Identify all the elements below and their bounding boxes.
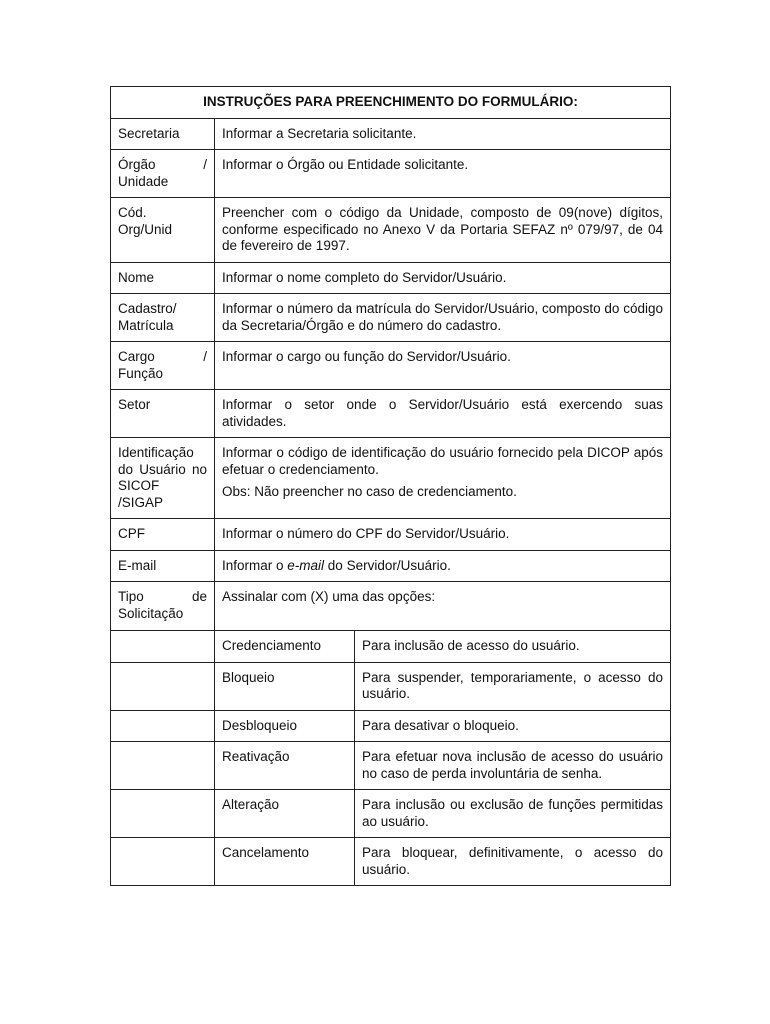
option-name: Reativação bbox=[215, 742, 355, 790]
field-description: Informar o número da matrícula do Servidor/Usuário, composto do código da Secretaria/Órgão e do número do cadastro. bbox=[215, 294, 671, 342]
field-label bbox=[111, 438, 215, 519]
field-label: Nome bbox=[111, 262, 215, 294]
table-row bbox=[111, 438, 671, 519]
field-description: Informar o nome completo do Servidor/Usuário. bbox=[215, 262, 671, 294]
field-label: Setor bbox=[111, 390, 215, 438]
option-row bbox=[111, 631, 671, 663]
option-row bbox=[111, 838, 671, 886]
field-description: Informar o Órgão ou Entidade solicitante. bbox=[215, 150, 671, 198]
empty-cell bbox=[111, 790, 215, 838]
table-row bbox=[111, 342, 671, 390]
field-description bbox=[215, 438, 671, 519]
option-description: Para efetuar nova inclusão de acesso do usuário no caso de perda involuntária de senha. bbox=[355, 742, 671, 790]
option-row bbox=[111, 662, 671, 710]
field-description: Informar o número do CPF do Servidor/Usuário. bbox=[215, 519, 671, 551]
table-row bbox=[111, 294, 671, 342]
option-row bbox=[111, 790, 671, 838]
field-description-suffix: do Servidor/Usuário. bbox=[324, 557, 451, 573]
option-description: Para desativar o bloqueio. bbox=[355, 710, 671, 742]
option-description: Para suspender, temporariamente, o acesso do usuário. bbox=[355, 662, 671, 710]
field-label: E-mail bbox=[111, 550, 215, 582]
empty-cell bbox=[111, 710, 215, 742]
table-row bbox=[111, 262, 671, 294]
field-label-line: Solicitação bbox=[118, 605, 184, 621]
option-name: Credenciamento bbox=[215, 631, 355, 663]
title-row bbox=[111, 87, 671, 119]
option-name: Cancelamento bbox=[215, 838, 355, 886]
option-name: Alteração bbox=[215, 790, 355, 838]
empty-cell bbox=[111, 631, 215, 663]
field-label: CPF bbox=[111, 519, 215, 551]
field-label-line: Função bbox=[118, 365, 164, 381]
field-label bbox=[111, 342, 215, 390]
empty-cell bbox=[111, 742, 215, 790]
field-description: Informar a Secretaria solicitante. bbox=[215, 118, 671, 150]
table-title: INSTRUÇÕES PARA PREENCHIMENTO DO FORMULÁRIO: bbox=[111, 87, 671, 119]
table-row bbox=[111, 582, 671, 631]
field-label-line: Cód. bbox=[118, 205, 147, 220]
field-label-line: Identificação do Usuário no SICOF bbox=[118, 445, 207, 493]
field-description bbox=[215, 550, 671, 582]
option-name: Desbloqueio bbox=[215, 710, 355, 742]
field-label-line: /SIGAP bbox=[118, 494, 164, 510]
option-description: Para inclusão ou exclusão de funções permitidas ao usuário. bbox=[355, 790, 671, 838]
table-row bbox=[111, 519, 671, 551]
field-label-line: Tipo de bbox=[118, 589, 207, 604]
field-label bbox=[111, 150, 215, 198]
field-label-line: Cargo / bbox=[118, 349, 207, 364]
option-description: Para bloquear, definitivamente, o acesso do usuário. bbox=[355, 838, 671, 886]
option-name: Bloqueio bbox=[215, 662, 355, 710]
field-label-line: Matrícula bbox=[118, 317, 174, 333]
empty-cell bbox=[111, 838, 215, 886]
table-row bbox=[111, 150, 671, 198]
field-label-line: Org/Unid bbox=[118, 221, 173, 237]
field-description-prefix: Informar o bbox=[222, 557, 288, 573]
field-description: Informar o setor onde o Servidor/Usuário está exercendo suas atividades. bbox=[215, 390, 671, 438]
option-row bbox=[111, 710, 671, 742]
option-row bbox=[111, 742, 671, 790]
field-description: Preencher com o código da Unidade, composto de 09(nove) dígitos, conforme especificado no Anexo V da Portaria SEFAZ nº 079/97, de 04 de fevereiro de 1997. bbox=[215, 198, 671, 263]
table-row bbox=[111, 198, 671, 263]
field-label: Secretaria bbox=[111, 118, 215, 150]
field-label-line: Cadastro/ bbox=[118, 301, 177, 316]
field-description-emphasis: e-mail bbox=[287, 557, 325, 573]
field-label bbox=[111, 294, 215, 342]
empty-cell bbox=[111, 662, 215, 710]
field-note: Obs: Não preencher no caso de credenciamento. bbox=[222, 484, 517, 499]
instructions-table bbox=[110, 86, 671, 886]
field-label bbox=[111, 198, 215, 263]
field-description: Informar o cargo ou função do Servidor/Usuário. bbox=[215, 342, 671, 390]
field-description: Assinalar com (X) uma das opções: bbox=[215, 582, 671, 631]
table-row bbox=[111, 118, 671, 150]
table-row bbox=[111, 390, 671, 438]
option-description: Para inclusão de acesso do usuário. bbox=[355, 631, 671, 663]
field-label-line: Órgão / bbox=[118, 157, 207, 172]
field-label bbox=[111, 582, 215, 631]
table-row bbox=[111, 550, 671, 582]
field-label-line: Unidade bbox=[118, 173, 169, 189]
field-description-text: Informar o código de identificação do usuário fornecido pela DICOP após efetuar o credenciamento. bbox=[222, 445, 663, 477]
